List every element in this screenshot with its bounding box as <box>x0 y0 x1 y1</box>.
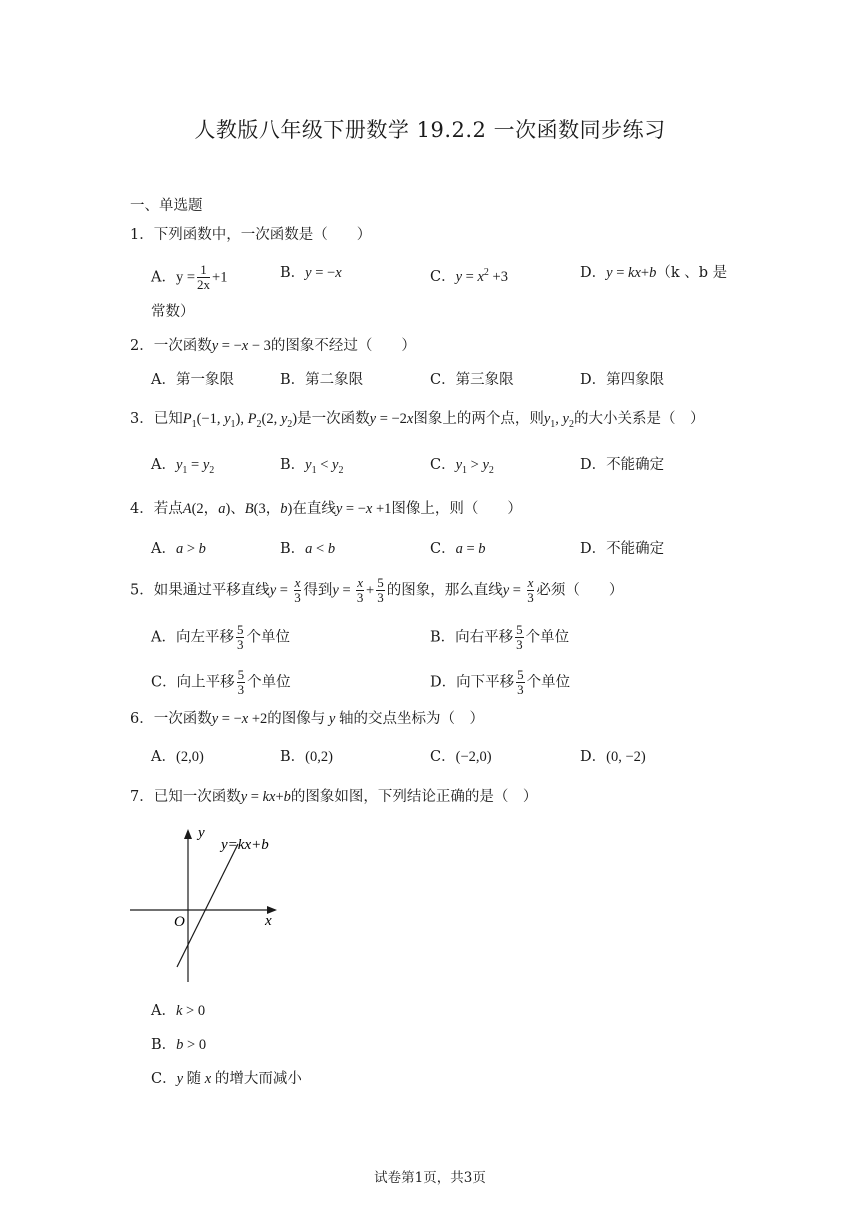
q7-option-b: B．b > 0 <box>151 1037 207 1053</box>
page-title: 人教版八年级下册数学 19.2.2 一次函数同步练习 <box>194 118 666 142</box>
q3-option-c: C．$y_1 > y_2$ <box>430 457 494 476</box>
q4-option-c: C．a = b <box>430 541 486 557</box>
q3-option-b: B．$y_1 < y_2$ <box>280 457 344 476</box>
q5-option-d: D．向下平移 $\frac{5}{3}$ 个单位 <box>430 667 571 697</box>
q1-option-c: C．$y = x^2 +3$ <box>430 267 508 285</box>
x-axis-label: x <box>265 913 272 929</box>
q4-option-d: D．不能确定 <box>580 541 665 557</box>
question-3-stem: 3．已知$P_1(-1$, $y_1$), $P_2(2$, $y_2$)是一次函数y = −2x图象上的两个点，则$y_1$, $y_2$的大小关系是（ ） <box>130 411 705 430</box>
q2-option-c: C．第三象限 <box>430 372 514 388</box>
question-2-stem: 2．一次函数y = −x − 3的图象不经过（ ） <box>130 338 416 354</box>
q6-option-c: C．(−2,0) <box>430 749 492 765</box>
q5-option-c: C．向上平移 $\frac{5}{3}$ 个单位 <box>151 667 291 697</box>
q1-option-b: B．y = −x <box>280 265 342 281</box>
q6-option-d: D．(0, −2) <box>580 749 646 765</box>
function-graph <box>125 822 285 987</box>
q4-option-b: B．a < b <box>280 541 336 557</box>
q2-option-d: D．第四象限 <box>580 372 665 388</box>
q5-option-b: B．向右平移 $\frac{5}{3}$ 个单位 <box>430 622 570 652</box>
q2-option-b: B．第二象限 <box>280 372 364 388</box>
q1-option-d: D．y = kx+b（k 、b 是 <box>580 265 728 281</box>
q6-option-b: B．(0,2) <box>280 749 333 765</box>
question-5-stem: 5．如果通过平移直线y = $\frac{x}{3}$ 得到y = $\frac{x}{3}$ + $\frac{5}{3}$ 的图象，那么直线y = $\frac{x}{3}$ 必须（ ） <box>130 575 624 605</box>
q6-option-a: A．(2,0) <box>151 749 204 765</box>
q3-option-a: A．$y_1 = y_2$ <box>151 457 215 476</box>
q4-option-a: A．a > b <box>151 541 206 557</box>
y-axis-label: y <box>198 825 205 841</box>
question-1-stem: 1．下列函数中，一次函数是（ ） <box>130 227 372 243</box>
graph-line <box>177 844 238 967</box>
q1-option-a: A．y = $\frac{1}{2x}$ +1 <box>151 262 228 292</box>
origin-label: O <box>174 914 185 930</box>
q3-option-d: D．不能确定 <box>580 457 665 473</box>
question-4-stem: 4．若点A(2，a)、B(3，b)在直线y = −x +1图像上，则（ ） <box>130 501 522 517</box>
page-footer: 试卷第1页，共3页 <box>374 1170 486 1186</box>
q2-option-a: A．第一象限 <box>151 372 234 388</box>
line-label: y=kx+b <box>221 837 269 853</box>
q5-option-a: A．向左平移 $\frac{5}{3}$ 个单位 <box>151 622 290 652</box>
q7-option-a: A．k > 0 <box>151 1003 206 1019</box>
question-7-stem: 7．已知一次函数y = kx+b的图象如图，下列结论正确的是（ ） <box>130 789 538 805</box>
q1-option-d-continued: 常数） <box>151 304 195 320</box>
y-axis-arrow <box>184 829 192 839</box>
section-heading: 一、单选题 <box>130 198 203 214</box>
q7-option-c: C．y 随 x 的增大而减小 <box>151 1071 302 1087</box>
question-6-stem: 6．一次函数y = −x +2的图像与 y 轴的交点坐标为（ ） <box>130 711 484 727</box>
